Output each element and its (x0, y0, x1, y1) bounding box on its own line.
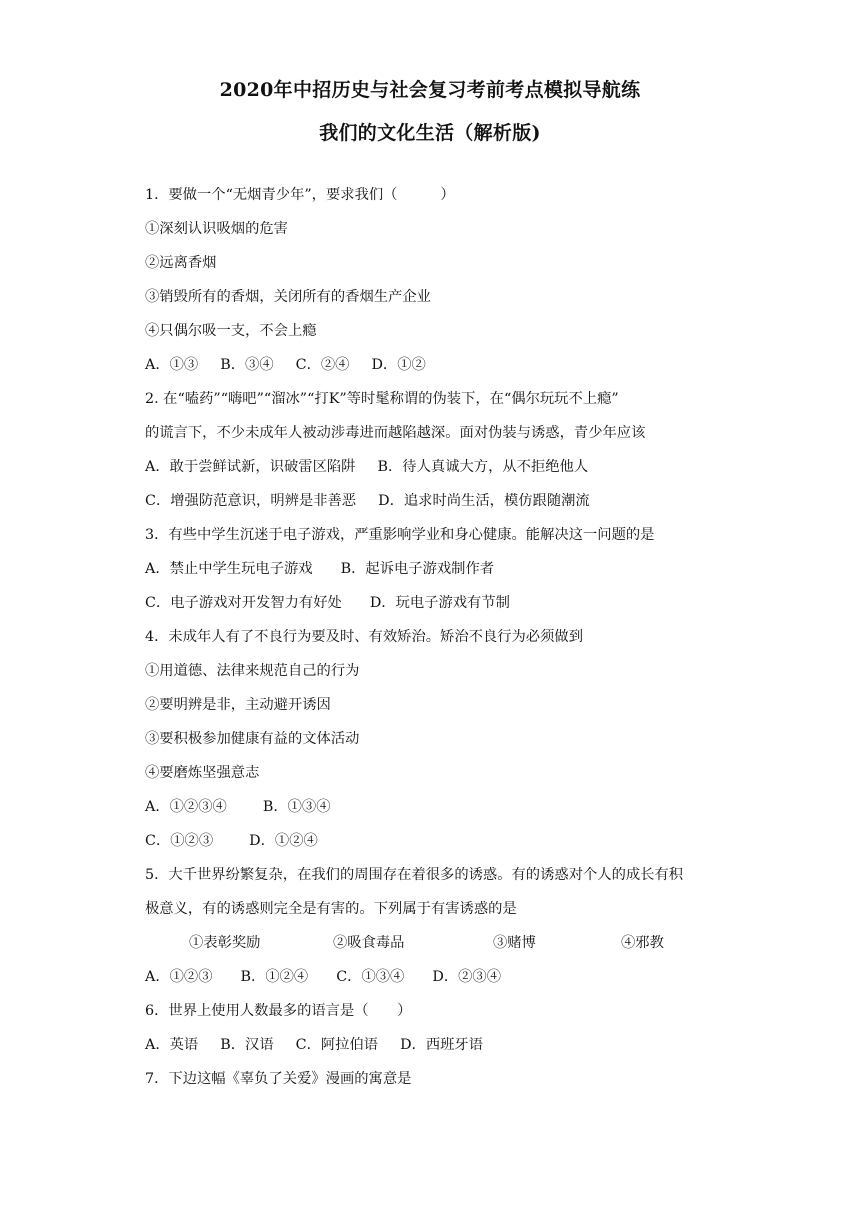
option-d: D．西班牙语 (400, 1037, 484, 1053)
option-d: D．追求时尚生活，模仿跟随潮流 (378, 493, 590, 509)
option-a: A．英语 (145, 1037, 199, 1053)
question-3-options-row-1 (145, 558, 725, 592)
question-5-item-2: ②吸食毒品 (333, 935, 405, 951)
question-2-stem-line-1: 2. 在“嗑药”“嗨吧”“溜冰”“打K”等时髦称谓的伪装下，在“偶尔玩玩不上瘾” (145, 391, 619, 407)
question-list (145, 184, 725, 1102)
question-2-options-row-2 (145, 490, 725, 524)
document-subtitle: 我们的文化生活（解析版) (319, 122, 541, 144)
question-4-options-row-2 (145, 830, 725, 864)
question-6-stem: 6．世界上使用人数最多的语言是（ ） (145, 1003, 412, 1019)
question-1-item-1: ①深刻认识吸烟的危害 (145, 221, 288, 237)
option-a: A．①②③④ (145, 799, 227, 815)
question-5-item-4: ④邪教 (621, 935, 664, 951)
option-b: B．③④ (220, 357, 274, 373)
option-b: B．汉语 (220, 1037, 274, 1053)
option-c: C．增强防范意识，明辨是非善恶 (145, 493, 357, 509)
document-title: 2020年中招历史与社会复习考前考点模拟导航练 (219, 79, 641, 101)
question-7-stem: 7．下边这幅《辜负了关爱》漫画的寓意是 (145, 1071, 412, 1087)
option-b: B．①③④ (262, 799, 331, 815)
option-d: D．①②④ (249, 833, 318, 849)
option-a: A．敢于尝鲜试新，识破雷区陷阱 (145, 459, 356, 475)
question-5-stem-line-1: 5．大千世界纷繁复杂，在我们的周围存在着很多的诱惑。有的诱惑对个人的成长有积 (145, 867, 684, 883)
option-c: C．①②③ (145, 833, 214, 849)
question-5-options (145, 966, 725, 1000)
option-b: B．起诉电子游戏制作者 (340, 561, 495, 577)
question-5-items (145, 932, 725, 966)
option-a: A．禁止中学生玩电子游戏 (145, 561, 313, 577)
option-c: C．电子游戏对开发智力有好处 (145, 595, 342, 611)
question-4-item-4: ④要磨炼坚强意志 (145, 765, 260, 781)
question-1-options (145, 354, 725, 388)
option-b: B．①②④ (240, 969, 309, 985)
question-6-options (145, 1034, 725, 1068)
question-4-item-3: ③要积极参加健康有益的文体活动 (145, 731, 360, 747)
question-5-item-3: ③赌博 (493, 935, 536, 951)
question-4-item-2: ②要明辨是非，主动避开诱因 (145, 697, 331, 713)
option-c: C．①③④ (336, 969, 405, 985)
option-a: A．①③ (145, 357, 199, 373)
question-4-options-row-1 (145, 796, 725, 830)
question-4-stem: 4．未成年人有了不良行为要及时、有效矫治。矫治不良行为必须做到 (145, 629, 583, 645)
question-1-item-3: ③销毁所有的香烟，关闭所有的香烟生产企业 (145, 289, 431, 305)
option-d: D．玩电子游戏有节制 (369, 595, 510, 611)
option-c: C．②④ (295, 357, 350, 373)
option-b: B．待人真诚大方，从不拒绝他人 (377, 459, 589, 475)
option-d: D．②③④ (432, 969, 502, 985)
question-1-item-2: ②远离香烟 (145, 255, 217, 271)
question-3-options-row-2 (145, 592, 725, 626)
option-d: D．①② (371, 357, 426, 373)
question-5-item-1: ①表彰奖励 (189, 935, 261, 951)
option-c: C．阿拉伯语 (295, 1037, 379, 1053)
question-5-stem-line-2: 极意义，有的诱惑则完全是有害的。下列属于有害诱惑的是 (145, 901, 517, 917)
question-3-stem: 3．有些中学生沉迷于电子游戏，严重影响学业和身心健康。能解决这一问题的是 (145, 527, 655, 543)
question-1-stem: 1．要做一个“无烟青少年”，要求我们（ ） (145, 187, 455, 203)
question-2-stem-line-2: 的谎言下，不少未成年人被动涉毒进而越陷越深。面对伪装与诱惑，青少年应该 (145, 425, 646, 441)
option-a: A．①②③ (145, 969, 213, 985)
question-4-item-1: ①用道德、法律来规范自己的行为 (145, 663, 360, 679)
question-1-item-4: ④只偶尔吸一支，不会上瘾 (145, 323, 317, 339)
question-2-options-row-1 (145, 456, 725, 490)
